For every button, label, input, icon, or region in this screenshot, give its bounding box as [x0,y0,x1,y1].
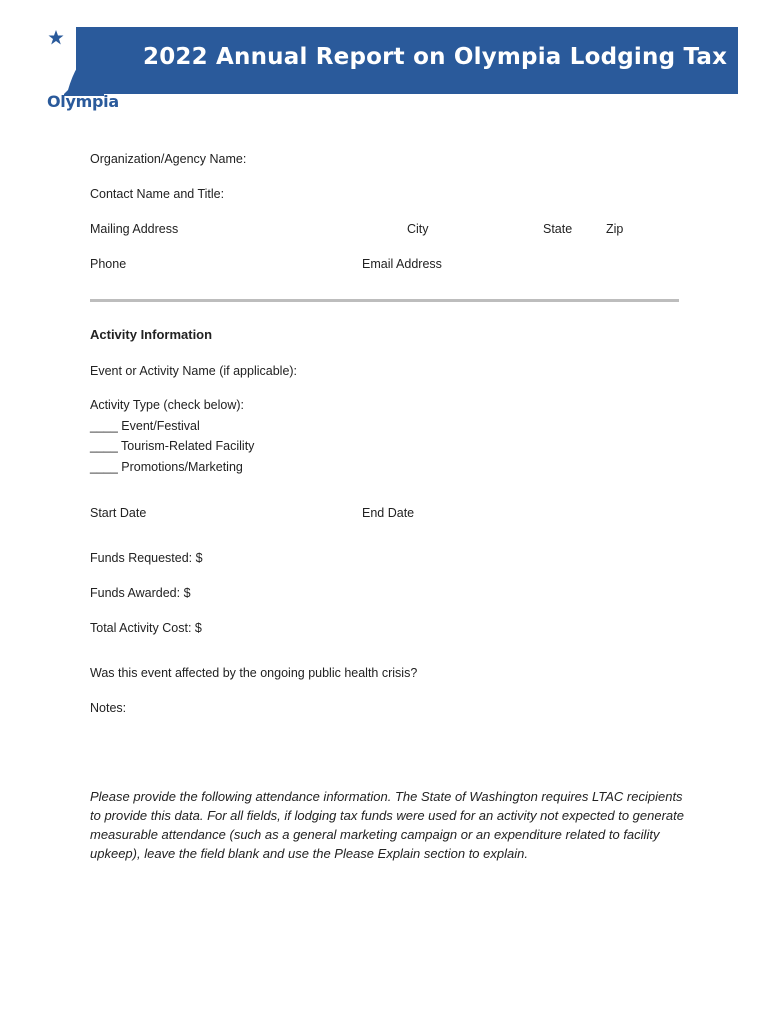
email-label: Email Address [362,257,442,271]
activity-type-option: ____ Promotions/Marketing [90,460,243,474]
funds-awarded-label: Funds Awarded: $ [90,586,191,600]
mailing-address-label: Mailing Address [90,222,179,236]
funds-requested-label: Funds Requested: $ [90,551,203,565]
logo-text: Olympia [47,92,119,111]
total-cost-label: Total Activity Cost: $ [90,621,202,635]
activity-type-label: Activity Type (check below): [90,398,244,412]
contact-name-label: Contact Name and Title: [90,187,225,201]
city-label: City [407,222,429,236]
attendance-instructions: Please provide the following attendance information. The State of Washington requires LTAC recipients to provide this data. For all fields, if lodging tax funds were used for an activity not expected to generate measurable attendance (such as a general marketing campaign or an expenditure related to facility upkeep), leave the field blank and use the Please Explain section to explain. [90,789,685,861]
health-crisis-question: Was this event affected by the ongoing public health crisis? [90,666,418,680]
end-date-label: End Date [362,506,415,520]
start-date-label: Start Date [90,506,147,520]
state-label: State [543,222,573,236]
zip-label: Zip [606,222,624,236]
notes-label: Notes: [90,701,127,715]
activity-type-option: ____ Tourism-Related Facility [90,439,255,453]
section-divider [90,299,679,302]
org-name-label: Organization/Agency Name: [90,152,247,166]
activity-heading: Activity Information [90,327,213,342]
activity-type-option: ____ Event/Festival [90,419,200,433]
phone-label: Phone [90,257,127,271]
event-name-label: Event or Activity Name (if applicable): [90,364,298,378]
page-title: 2022 Annual Report on Olympia Lodging Tax [143,44,728,70]
